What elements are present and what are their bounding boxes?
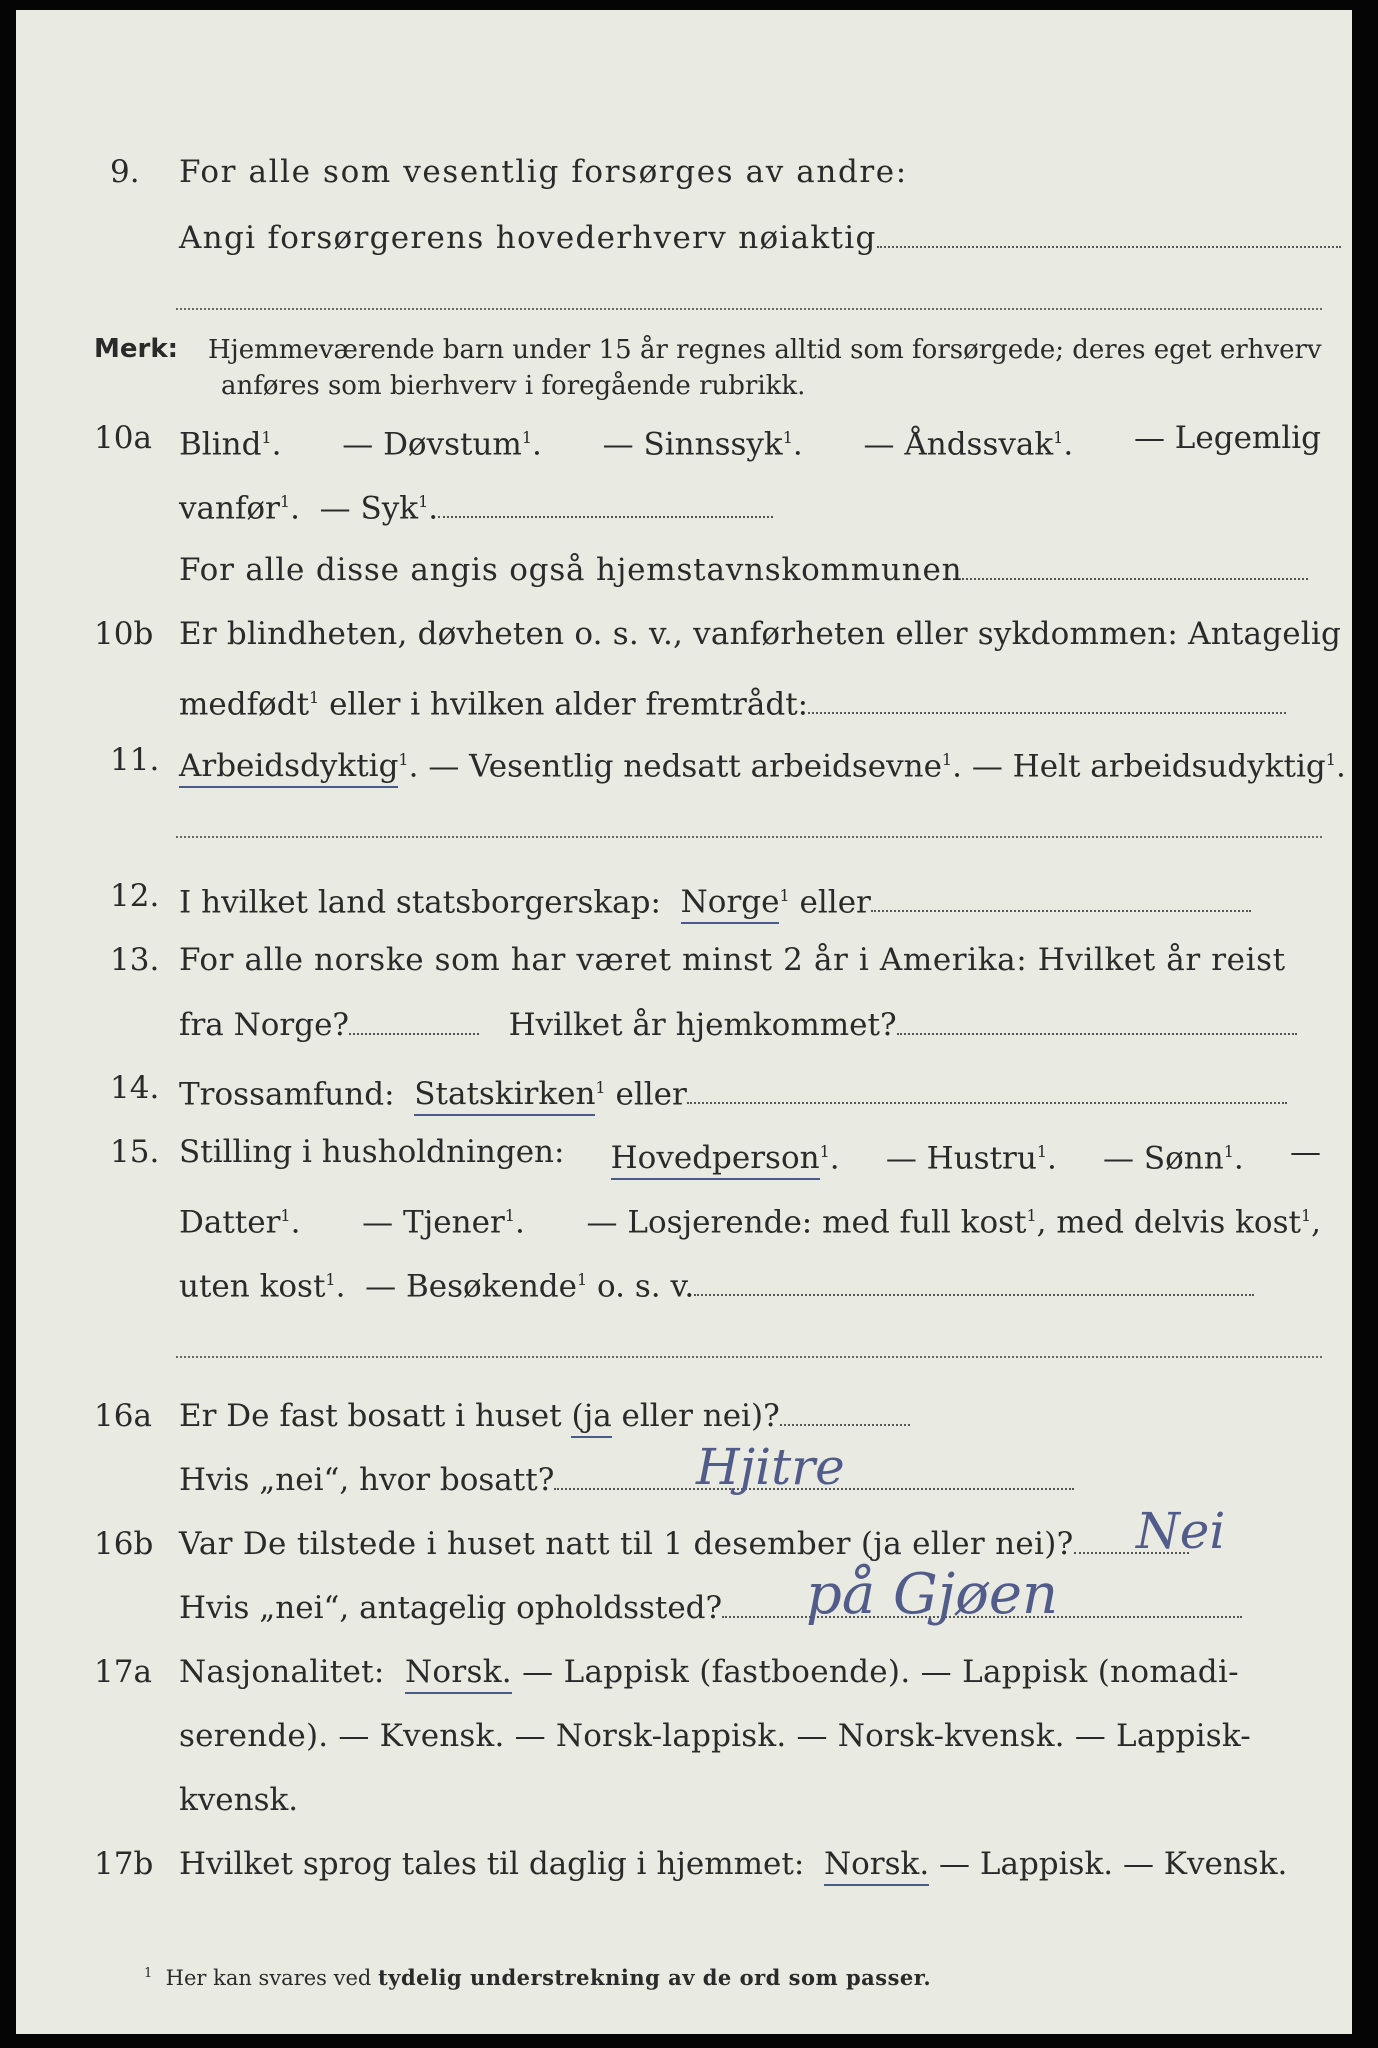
- selected-norsk-sprog: Norsk.: [824, 1846, 929, 1886]
- q10b-number: 10b: [94, 616, 154, 652]
- q17a-line3: kvensk.: [179, 1782, 299, 1818]
- q16b-number: 16b: [94, 1526, 154, 1562]
- q9-number: 9.: [110, 154, 140, 190]
- selected-arbeidsdyktig: Arbeidsdyktig: [179, 748, 398, 788]
- q16b-line2: Hvis „nei“, antagelig opholdssted?: [179, 1588, 1242, 1628]
- answer-line: [176, 836, 1322, 838]
- q16b-line1: Var De tilstede i huset natt til 1 desember (ja eller nei)?: [179, 1524, 1189, 1564]
- option-andssvak: — Åndssvak$^1$.: [863, 426, 1074, 463]
- handwritten-answer-bosatt: Hjitre: [696, 1438, 845, 1496]
- q10a-line1: [179, 418, 1321, 464]
- answer-line: [808, 690, 1286, 714]
- answer-line: [438, 494, 773, 518]
- q10a-line2: vanfør$^1$. — Syk$^1$.: [179, 482, 773, 528]
- q9-line1: For alle som vesentlig forsørges av andre:: [179, 154, 908, 190]
- q9-line2-text: Angi forsørgerens hovederhverv nøiaktig: [179, 220, 877, 256]
- q15-number: 15.: [110, 1134, 160, 1170]
- q12-line: I hvilket land statsborgerskap: Norge$^1$ eller: [179, 876, 1251, 922]
- selected-norsk: Norsk.: [405, 1654, 512, 1694]
- q14-line: Trossamfund: Statskirken$^1$ eller: [179, 1068, 1287, 1114]
- q16a-number: 16a: [94, 1398, 152, 1434]
- q11-line: Arbeidsdyktig$^1$. — Vesentlig nedsatt arbeidsevne$^1$. — Helt arbeidsudyktig$^1$.: [179, 740, 1346, 786]
- answer-line: [349, 1011, 479, 1035]
- merk-line2: anføres som bierhverv i foregående rubrikk.: [221, 371, 806, 401]
- q13-line2: fra Norge? Hvilket år hjemkommet?: [179, 1005, 1297, 1045]
- q17b-number: 17b: [94, 1846, 154, 1882]
- option-sinnssyk: — Sinnssyk$^1$.: [602, 426, 803, 463]
- q17a-line2: serende). — Kvensk. — Norsk-lappisk. — Norsk-kvensk. — Lappisk-: [179, 1718, 1251, 1754]
- answer-line: [962, 556, 1308, 580]
- q15-line2: Datter$^1$. — Tjener$^1$. — Losjerende: med full kost$^1$, med delvis kost$^1$,: [179, 1204, 1321, 1241]
- census-form-page: [16, 10, 1352, 2034]
- q10a-line3: For alle disse angis også hjemstavnskommunen: [179, 550, 1308, 590]
- merk-line1: Hjemmeværende barn under 15 år regnes alltid som forsørgede; deres eget erhverv: [208, 335, 1322, 365]
- q13-number: 13.: [110, 942, 160, 978]
- answer-line: [687, 1080, 1287, 1104]
- selected-statskirken: Statskirken: [414, 1076, 595, 1116]
- q15-line1: Stilling i husholdningen: Hovedperson$^1$. — Hustru$^1$. — Sønn$^1$. —: [179, 1132, 1321, 1178]
- answer-line: [176, 1356, 1322, 1358]
- q16a-line2: Hvis „nei“, hvor bosatt?: [179, 1460, 1074, 1500]
- q13-line1: For alle norske som har været minst 2 år i Amerika: Hvilket år reist: [179, 942, 1286, 978]
- answer-line: [176, 308, 1322, 310]
- q10b-line1: Er blindheten, døvheten o. s. v., vanførheten eller sykdommen: Antagelig: [179, 616, 1342, 652]
- q17a-number: 17a: [94, 1654, 152, 1690]
- handwritten-answer-opholdssted: på Gjøen: [806, 1562, 1059, 1627]
- selected-norge: Norge: [681, 884, 780, 924]
- footnote: $^1$ Her kan svares ved tydelig understrekning av de ord som passer.: [144, 1965, 932, 1990]
- option-dovstum: — Døvstum$^1$.: [342, 426, 542, 463]
- q17a-line1: Nasjonalitet: Norsk. — Lappisk (fastboende). — Lappisk (nomadi-: [179, 1652, 1239, 1692]
- answer-line: [897, 1011, 1297, 1035]
- q14-number: 14.: [110, 1070, 160, 1106]
- q12-number: 12.: [110, 878, 160, 914]
- answer-line: [871, 888, 1251, 912]
- option-blind: Blind$^1$.: [179, 426, 282, 463]
- q17b-line: Hvilket sprog tales til daglig i hjemmet: Norsk. — Lappisk. — Kvensk.: [179, 1844, 1287, 1884]
- handwritten-answer-tilstede: Nei: [1136, 1502, 1226, 1560]
- answer-line: [877, 224, 1341, 248]
- answer-line: [780, 1402, 910, 1426]
- merk-label: Merk:: [94, 334, 179, 364]
- q10b-line2: medfødt$^1$ eller i hvilken alder fremtrådt:: [179, 678, 1286, 724]
- q15-line3: uten kost$^1$. — Besøkende$^1$ o. s. v.: [179, 1260, 1254, 1306]
- selected-ja: (ja: [571, 1398, 611, 1438]
- answer-line: [694, 1272, 1254, 1296]
- q9-line2: [179, 218, 1341, 258]
- selected-hovedperson: Hovedperson: [611, 1140, 820, 1180]
- q10a-number: 10a: [94, 420, 152, 456]
- option-legemlig: — Legemlig: [1133, 420, 1321, 456]
- q16a-line1: Er De fast bosatt i huset (ja eller nei)?: [179, 1396, 910, 1436]
- q11-number: 11.: [110, 742, 160, 778]
